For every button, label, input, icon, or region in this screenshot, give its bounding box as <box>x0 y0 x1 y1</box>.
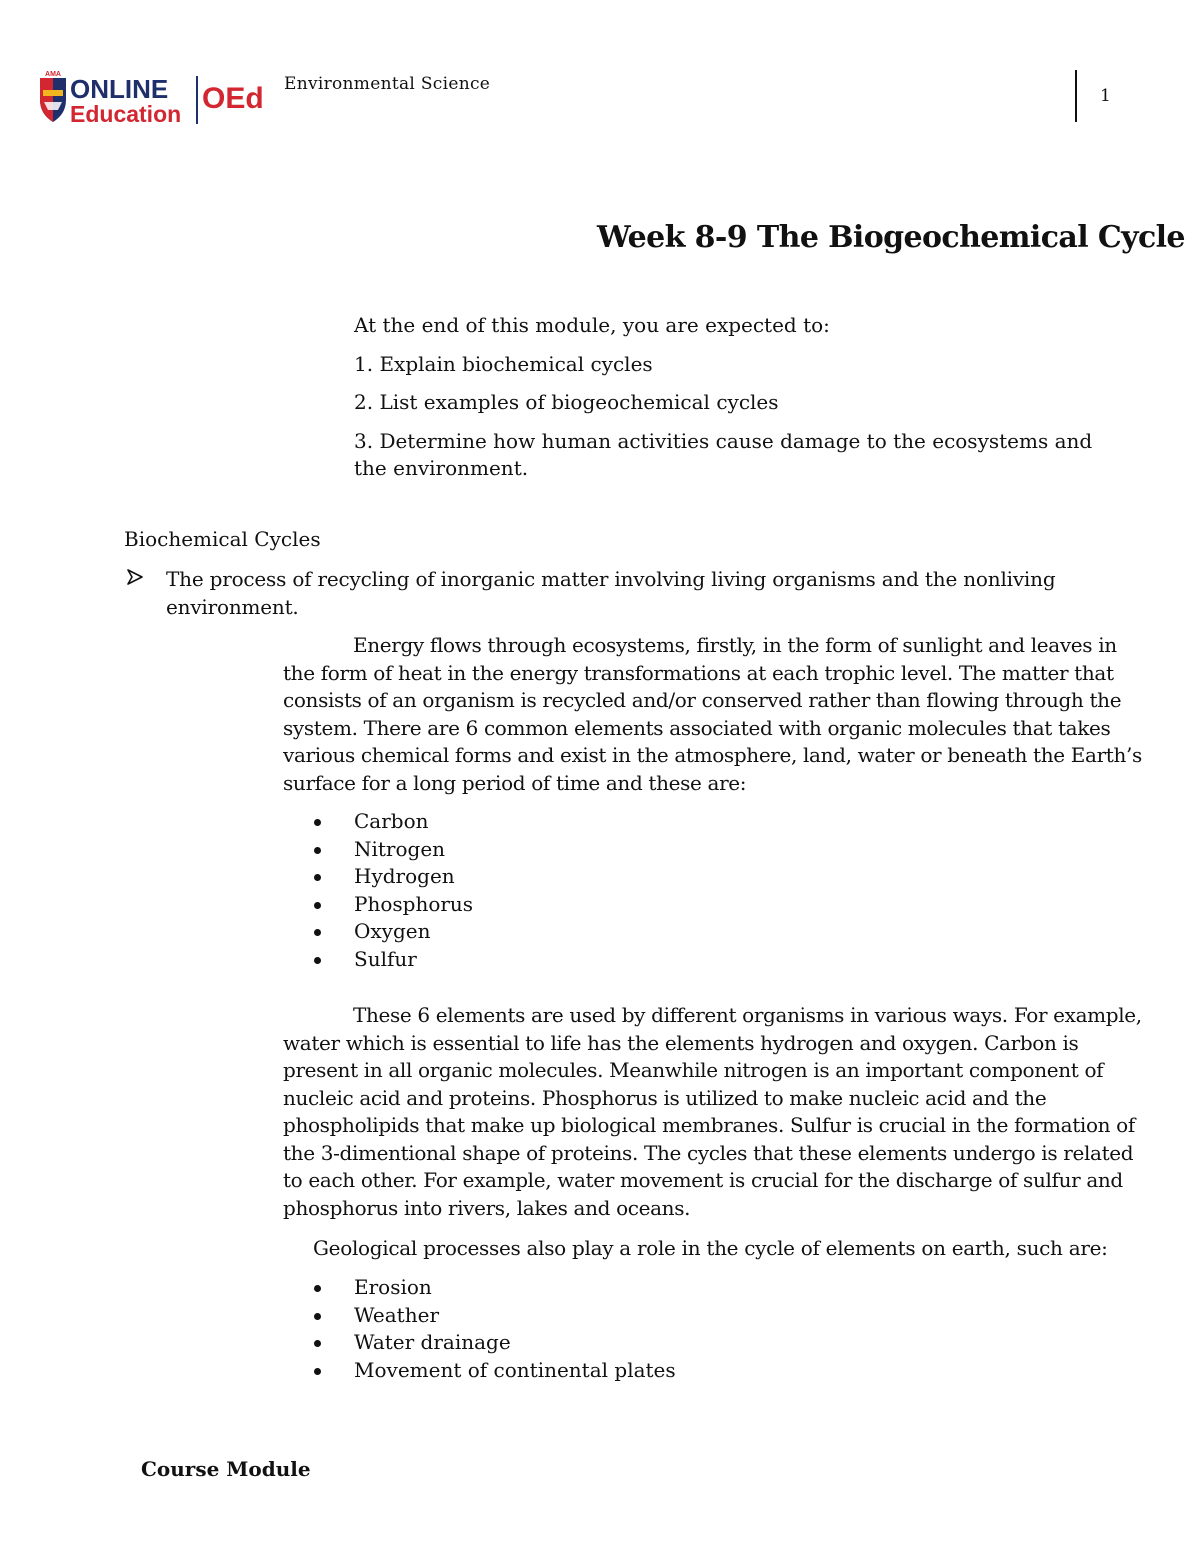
list-item-label: Weather <box>354 1302 439 1327</box>
svg-text:Education: Education <box>70 101 182 126</box>
list-item-label: Carbon <box>354 809 429 833</box>
objectives-intro: At the end of this module, you are expected to: <box>354 313 830 337</box>
oed-logo <box>36 70 272 126</box>
objective-item: 1. Explain biochemical cycles <box>354 351 653 376</box>
section-heading: Biochemical Cycles <box>124 527 321 551</box>
list-item-label: Erosion <box>354 1275 432 1299</box>
list-item <box>283 863 883 891</box>
svg-text:AMA: AMA <box>45 71 61 78</box>
header-subject: Environmental Science <box>284 74 491 94</box>
geological-intro: Geological processes also play a role in the cycle of elements on earth, such are: <box>313 1236 1108 1260</box>
list-item-label: Oxygen <box>354 919 431 943</box>
objective-item: 2. List examples of biogeochemical cycles <box>354 390 779 414</box>
definition-item <box>126 566 1126 621</box>
list-item <box>283 946 883 974</box>
list-item <box>283 891 883 919</box>
objective-item: 3. Determine how human activities cause damage to the ecosystems and the environment. <box>354 428 1093 480</box>
svg-text:OEd: OEd <box>202 82 264 115</box>
list-item <box>283 1302 983 1330</box>
list-item <box>283 918 883 946</box>
list-item <box>283 1274 983 1302</box>
bullet-icon <box>314 874 321 881</box>
paragraph-element-uses <box>283 1002 1143 1222</box>
list-item-label: Water drainage <box>354 1330 511 1354</box>
bullet-icon <box>314 819 321 826</box>
bullet-icon <box>314 902 321 909</box>
header-divider <box>1075 70 1077 122</box>
page-number: 1 <box>1100 86 1111 106</box>
list-item-label: Phosphorus <box>354 891 474 916</box>
geological-processes-list <box>283 1274 983 1384</box>
paragraph-energy-flow <box>283 632 1143 797</box>
bullet-icon <box>314 1313 321 1320</box>
definition-text: The process of recycling of inorganic matter involving living organisms and the nonliving environment. <box>166 567 1056 619</box>
list-item-label: Sulfur <box>354 946 417 971</box>
paragraph-element-uses-text: These 6 elements are used by different organisms in various ways. For example, water which is essential to life has the elements hydrogen and oxygen. Carbon is present in all organic molecules. Meanwhile nitrogen is an important component of nucleic acid and proteins. Phosphorus is utilized to make nucleic acid and the phospholipids that make up biological membranes. Sulfur is crucial in the formation of the 3-dimentional shape of proteins. The cycles that these elements undergo is related to each other. For example, water movement is crucial for the discharge of sulfur and phosphorus into rivers, lakes and oceans. <box>283 1003 1142 1220</box>
list-item <box>283 1329 983 1357</box>
bullet-icon <box>314 1340 321 1347</box>
elements-list <box>283 808 883 973</box>
paragraph-energy-flow-text: Energy flows through ecosystems, firstly, in the form of sunlight and leaves in the form of heat in the energy transformations at each trophic level. The matter that consists of an organism is recycled and/or conserved rather than flowing through the system. There are 6 common elements associated with organic molecules that takes various chemical forms and exist in the atmosphere, land, water or beneath the Earth’s surface for a long period of time and these are: <box>283 633 1142 795</box>
bullet-icon <box>314 929 321 936</box>
list-item-label: Hydrogen <box>354 864 455 888</box>
objectives <box>354 312 1144 494</box>
list-item-label: Movement of continental plates <box>354 1357 676 1382</box>
arrowhead-bullet-icon <box>126 567 144 595</box>
bullet-icon <box>314 1368 321 1375</box>
bullet-icon <box>314 957 321 964</box>
svg-text:ONLINE: ONLINE <box>70 74 169 104</box>
footer-label: Course Module <box>141 1457 311 1481</box>
bullet-icon <box>314 1285 321 1292</box>
bullet-icon <box>314 847 321 854</box>
list-item <box>283 808 883 836</box>
list-item <box>283 836 883 864</box>
page-title: Week 8-9 The Biogeochemical Cycle <box>597 220 1185 255</box>
list-item-label: Nitrogen <box>354 836 446 861</box>
list-item <box>283 1357 983 1385</box>
